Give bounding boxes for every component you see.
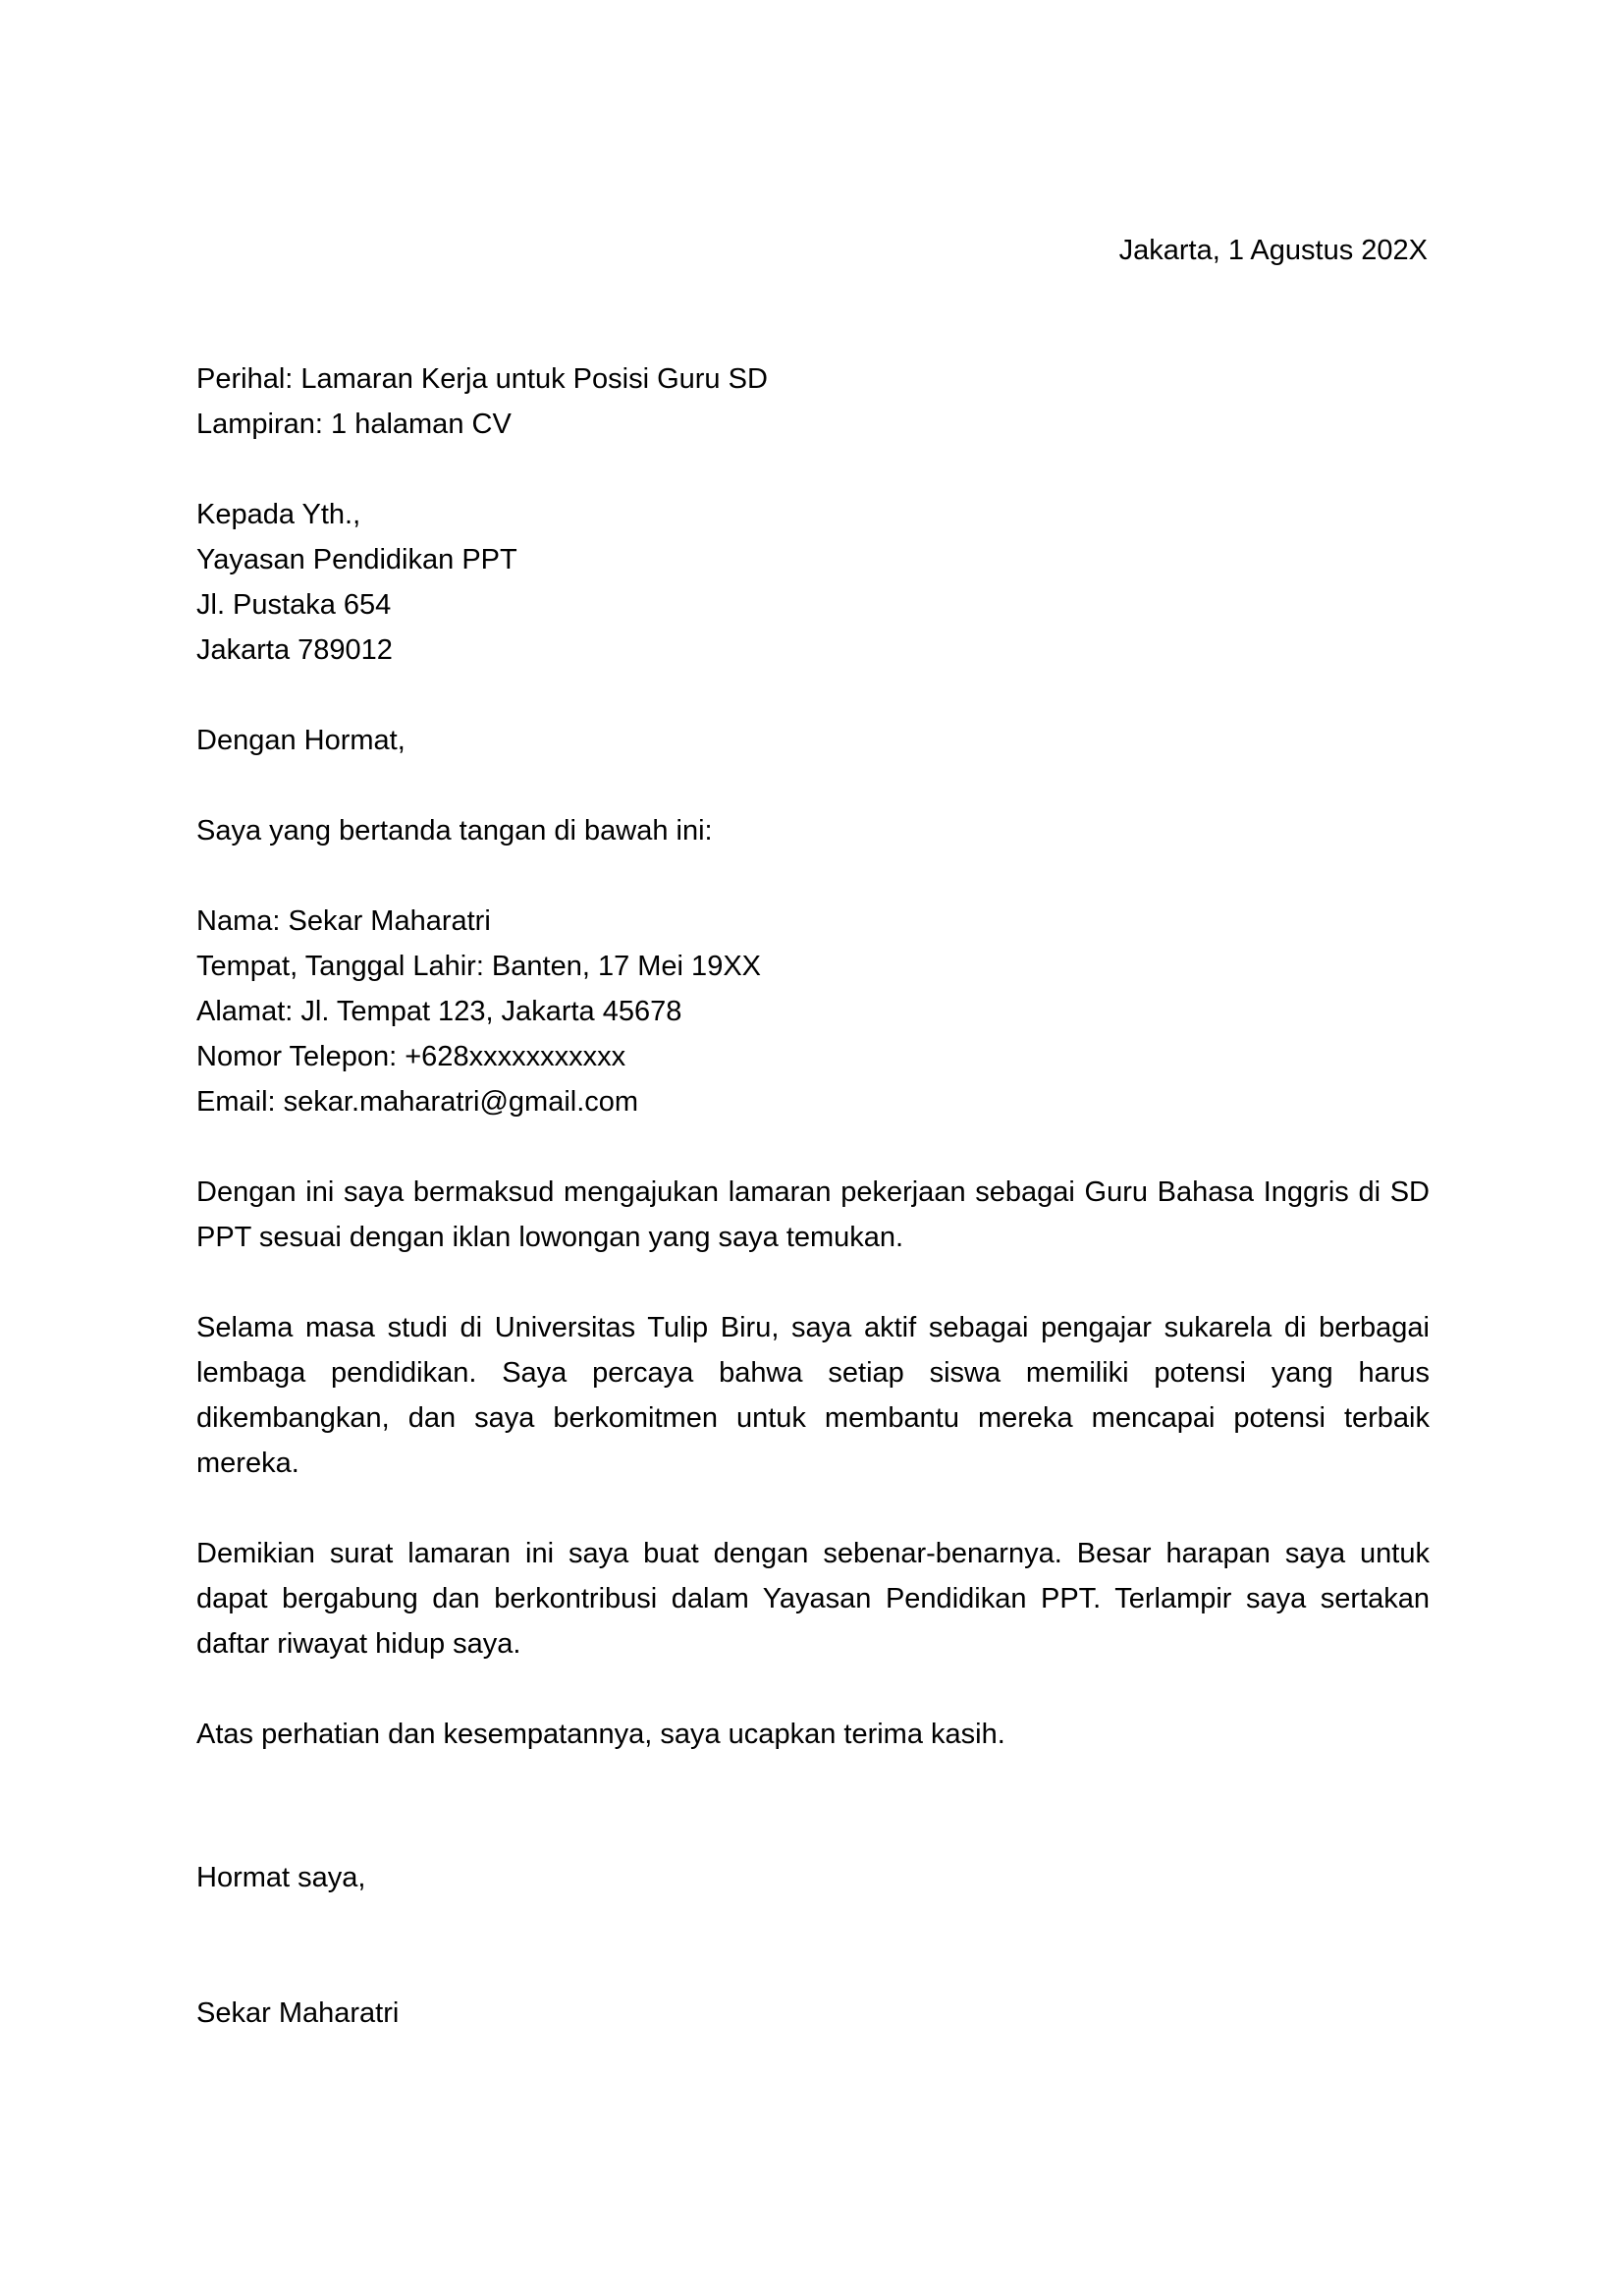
spacer-before-signature xyxy=(196,1757,1430,1855)
spacer-before-recipient xyxy=(196,447,1430,492)
detail-tempat-tanggal-lahir: Tempat, Tanggal Lahir: Banten, 17 Mei 19XX xyxy=(196,951,762,982)
spacer-before-para-3 xyxy=(196,1486,1430,1531)
signature-closing: Hormat saya, xyxy=(196,1862,366,1893)
spacer-before-intro xyxy=(196,763,1430,808)
letter-content xyxy=(196,0,1430,2036)
spacer-before-subject xyxy=(196,273,1430,356)
body-paragraph-1: Dengan ini saya bermaksud mengajukan lamaran pekerjaan sebagai Guru Bahasa Inggris di SD PPT sesuai dengan iklan lowongan yang saya temukan. xyxy=(196,1176,1430,1253)
subject-perihal-line: Perihal: Lamaran Kerja untuk Posisi Guru SD xyxy=(196,363,768,395)
detail-alamat: Alamat: Jl. Tempat 123, Jakarta 45678 xyxy=(196,996,682,1027)
personal-details-block xyxy=(196,899,1430,1124)
greeting-line: Dengan Hormat, xyxy=(196,725,406,756)
detail-email: Email: sekar.maharatri@gmail.com xyxy=(196,1086,639,1118)
intro-line: Saya yang bertanda tangan di bawah ini: xyxy=(196,815,713,847)
recipient-block xyxy=(196,492,1430,673)
date-line: Jakarta, 1 Agustus 202X xyxy=(1118,235,1428,266)
recipient-organization: Yayasan Pendidikan PPT xyxy=(196,544,517,575)
body-paragraph-3: Demikian surat lamaran ini saya buat dengan sebenar-benarnya. Besar harapan saya untuk dapat bergabung dan berkontribusi dalam Yayasan Pendidikan PPT. Terlampir saya sertakan daftar riwayat hidup saya. xyxy=(196,1538,1430,1660)
spacer-before-para-2 xyxy=(196,1260,1430,1305)
spacer-before-greeting xyxy=(196,673,1430,718)
spacer-before-para-4 xyxy=(196,1667,1430,1712)
signature-space xyxy=(196,1900,1430,1991)
signature-block xyxy=(196,1855,1430,2036)
detail-nomor-telepon: Nomor Telepon: +628xxxxxxxxxxx xyxy=(196,1041,626,1072)
body-paragraph-2: Selama masa studi di Universitas Tulip Biru, saya aktif sebagai pengajar sukarela di berbagai lembaga pendidikan. Saya percaya bahwa setiap siswa memiliki potensi yang harus dikembangkan, dan saya berkomitmen untuk membantu mereka mencapai potensi terbaik mereka. xyxy=(196,1312,1430,1479)
recipient-street: Jl. Pustaka 654 xyxy=(196,589,392,621)
recipient-salutation: Kepada Yth., xyxy=(196,499,361,530)
subject-lampiran-line: Lampiran: 1 halaman CV xyxy=(196,409,512,440)
signature-name: Sekar Maharatri xyxy=(196,1997,400,2029)
detail-nama: Nama: Sekar Maharatri xyxy=(196,905,491,937)
recipient-city-postcode: Jakarta 789012 xyxy=(196,634,393,666)
subject-block xyxy=(196,356,1430,447)
spacer-before-details xyxy=(196,853,1430,899)
body-paragraph-4-thanks: Atas perhatian dan kesempatannya, saya ucapkan terima kasih. xyxy=(196,1719,1005,1750)
spacer-before-para-1 xyxy=(196,1124,1430,1170)
